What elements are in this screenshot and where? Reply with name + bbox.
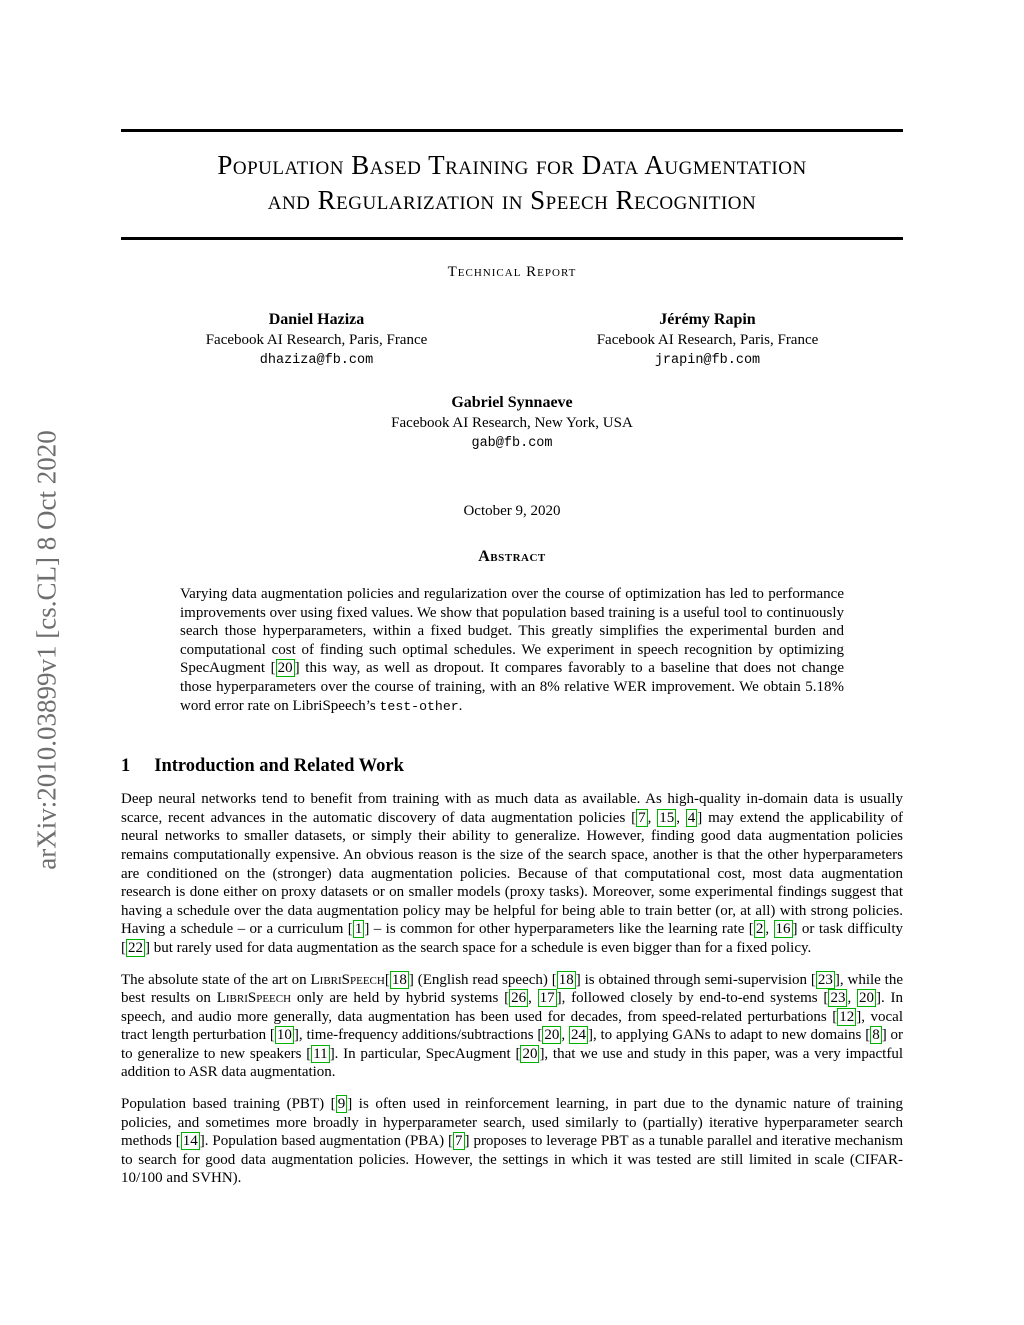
citation-link[interactable]: 20	[277, 660, 293, 677]
citation-link[interactable]: 20	[522, 1045, 538, 1062]
citation-link[interactable]: 20	[858, 990, 874, 1007]
title-rule-bottom	[121, 237, 903, 240]
author-email: jrapin@fb.com	[654, 353, 761, 368]
paper-title-line-1: Population Based Training for Data Augmentation	[217, 150, 807, 180]
author-name: Daniel Haziza	[268, 311, 365, 328]
citation-link[interactable]: 7	[455, 1133, 463, 1150]
citation-link[interactable]: 10	[276, 1027, 292, 1044]
citation-link[interactable]: 11	[313, 1045, 328, 1062]
smallcaps-text: LibriSpeech	[310, 971, 385, 988]
author-affiliation: Facebook AI Research, New York, USA	[391, 415, 633, 431]
citation-link[interactable]: 20	[544, 1027, 560, 1044]
author-block-daniel-haziza	[206, 311, 428, 368]
author-name: Jérémy Rapin	[659, 311, 756, 328]
paper-date: October 9, 2020	[463, 503, 561, 519]
authors-row	[121, 311, 903, 368]
citation-link[interactable]: 23	[817, 971, 833, 988]
report-type-label: Technical Report	[447, 264, 577, 280]
citation-link[interactable]: 23	[830, 990, 846, 1007]
paper-title-line-2: and Regularization in Speech Recognition	[267, 185, 757, 215]
citation-link[interactable]: 26	[511, 990, 527, 1007]
author-email: gab@fb.com	[471, 436, 553, 451]
abstract-text: Varying data augmentation policies and regularization over the course of optimization has led to performance improvements over using fixed values. We show that population based training is a useful tool to continuously search those hyperparameters, within a fixed budget. This greatly simplifies the experimental burden and computational cost of finding such optimal schedules. We experiment in speech recognition by optimizing SpecAugment [ 20 ] this way, as well as dropout. It compares favorably to a baseline that does not change those hyperparameters over the course of training, with an 8% relative WER improvement. We obtain 5.18% word error rate on LibriSpeech’s test-other.	[180, 586, 844, 714]
abstract-heading: Abstract	[478, 548, 546, 565]
section-title: Introduction and Related Work	[154, 756, 404, 777]
body-paragraph-2: The absolute state of the art on LibriSpeech[ 18 ] (English read speech) [ 18 ] is obtained through semi-supervision [ 23 ], while the best results on LibriSpeech only are held by hybrid systems [ 26 , 17 ], followed closely by end-to-end systems [ 23 , 20 ]. In speech, and audio more generally, data augmentation has been used for decades, from speed-related perturbations [ 12 ], vocal tract length perturbation [ 10 ], time-frequency additions/subtractions [ 20 , 24 ], to applying GANs to adapt to new domains [ 8 ] or to generalize to new speakers [ 11 ]. In particular, SpecAugment [ 20 ], that we use and study in this paper, was a very impactful addition to ASR data augmentation.	[121, 971, 904, 1081]
smallcaps-text: LibriSpeech	[216, 990, 292, 1007]
authors-row-second	[121, 394, 903, 451]
author-block-jeremy-rapin	[597, 311, 819, 368]
section-heading-introduction	[121, 756, 903, 777]
citation-link[interactable]: 18	[558, 971, 574, 988]
monospace-text: test-other	[379, 698, 459, 714]
citation-link[interactable]: 15	[659, 809, 675, 826]
title-rule-top	[121, 129, 903, 132]
citation-link[interactable]: 18	[391, 971, 407, 988]
body-paragraph-3: Population based training (PBT) [ 9 ] is often used in reinforcement learning, in part due to the dynamic nature of training policies, and sometimes more broadly in hyperparameter search, used similarly to (partially) iterative hyperparameter search methods [ 14 ]. Population based augmentation (PBA) [ 7 ] proposes to leverage PBT as a tunable parallel and iterative mechanism to search for good data augmentation policies. However, the settings in which it was tested are still limited in scale (CIFAR-10/100 and SVHN).	[121, 1096, 903, 1187]
paper-title	[121, 148, 903, 218]
citation-link[interactable]: 1	[354, 921, 363, 938]
citation-link[interactable]: 7	[638, 809, 646, 826]
citation-link[interactable]: 4	[687, 809, 696, 826]
author-affiliation: Facebook AI Research, Paris, France	[205, 332, 428, 348]
author-affiliation: Facebook AI Research, Paris, France	[596, 332, 819, 348]
citation-link[interactable]: 16	[775, 921, 791, 938]
author-block-gabriel-synnaeve	[391, 394, 633, 451]
citation-link[interactable]: 8	[872, 1027, 880, 1044]
section-number: 1	[121, 756, 131, 777]
citation-link[interactable]: 9	[337, 1096, 346, 1113]
citation-link[interactable]: 22	[128, 939, 143, 956]
author-name: Gabriel Synnaeve	[451, 394, 573, 411]
citation-link[interactable]: 12	[839, 1008, 855, 1025]
citation-link[interactable]: 2	[755, 921, 764, 938]
arxiv-watermark-text: arXiv:2010.03899v1 [cs.CL] 8 Oct 2020	[31, 430, 62, 870]
paper-content	[121, 0, 903, 1188]
author-email: dhaziza@fb.com	[259, 353, 374, 368]
body-paragraph-1: Deep neural networks tend to benefit from training with as much data as available. As high-quality in-domain data is usually scarce, recent advances in the automatic discovery of data augmentation policies [ 7 , 15 , 4 ] may extend the applicability of neural networks to smaller datasets, or simply their ability to generalize. However, finding good data augmentation policies remains computationally expensive. An obvious reason is the size of the search space, another is that the other hyperparameters are conditioned on the (stronger) data augmentation policies. Because of that computational cost, most data augmentation research is done either on proxy datasets or on smaller models (proxy tasks). Moreover, some experimental findings suggest that having a schedule over the data augmentation policy may be helpful for being able to train better (or, at all) with strong policies. Having a schedule – or a curriculum [ 1 ] – is common for other hyperparameters like the learning rate [ 2 , 16 ] or task difficulty [ 22 ] but rarely used for data augmentation as the search space for a schedule is even bigger than for a fixed policy.	[121, 791, 904, 956]
citation-link[interactable]: 17	[539, 990, 555, 1007]
citation-link[interactable]: 24	[570, 1027, 586, 1044]
citation-link[interactable]: 14	[182, 1133, 198, 1150]
